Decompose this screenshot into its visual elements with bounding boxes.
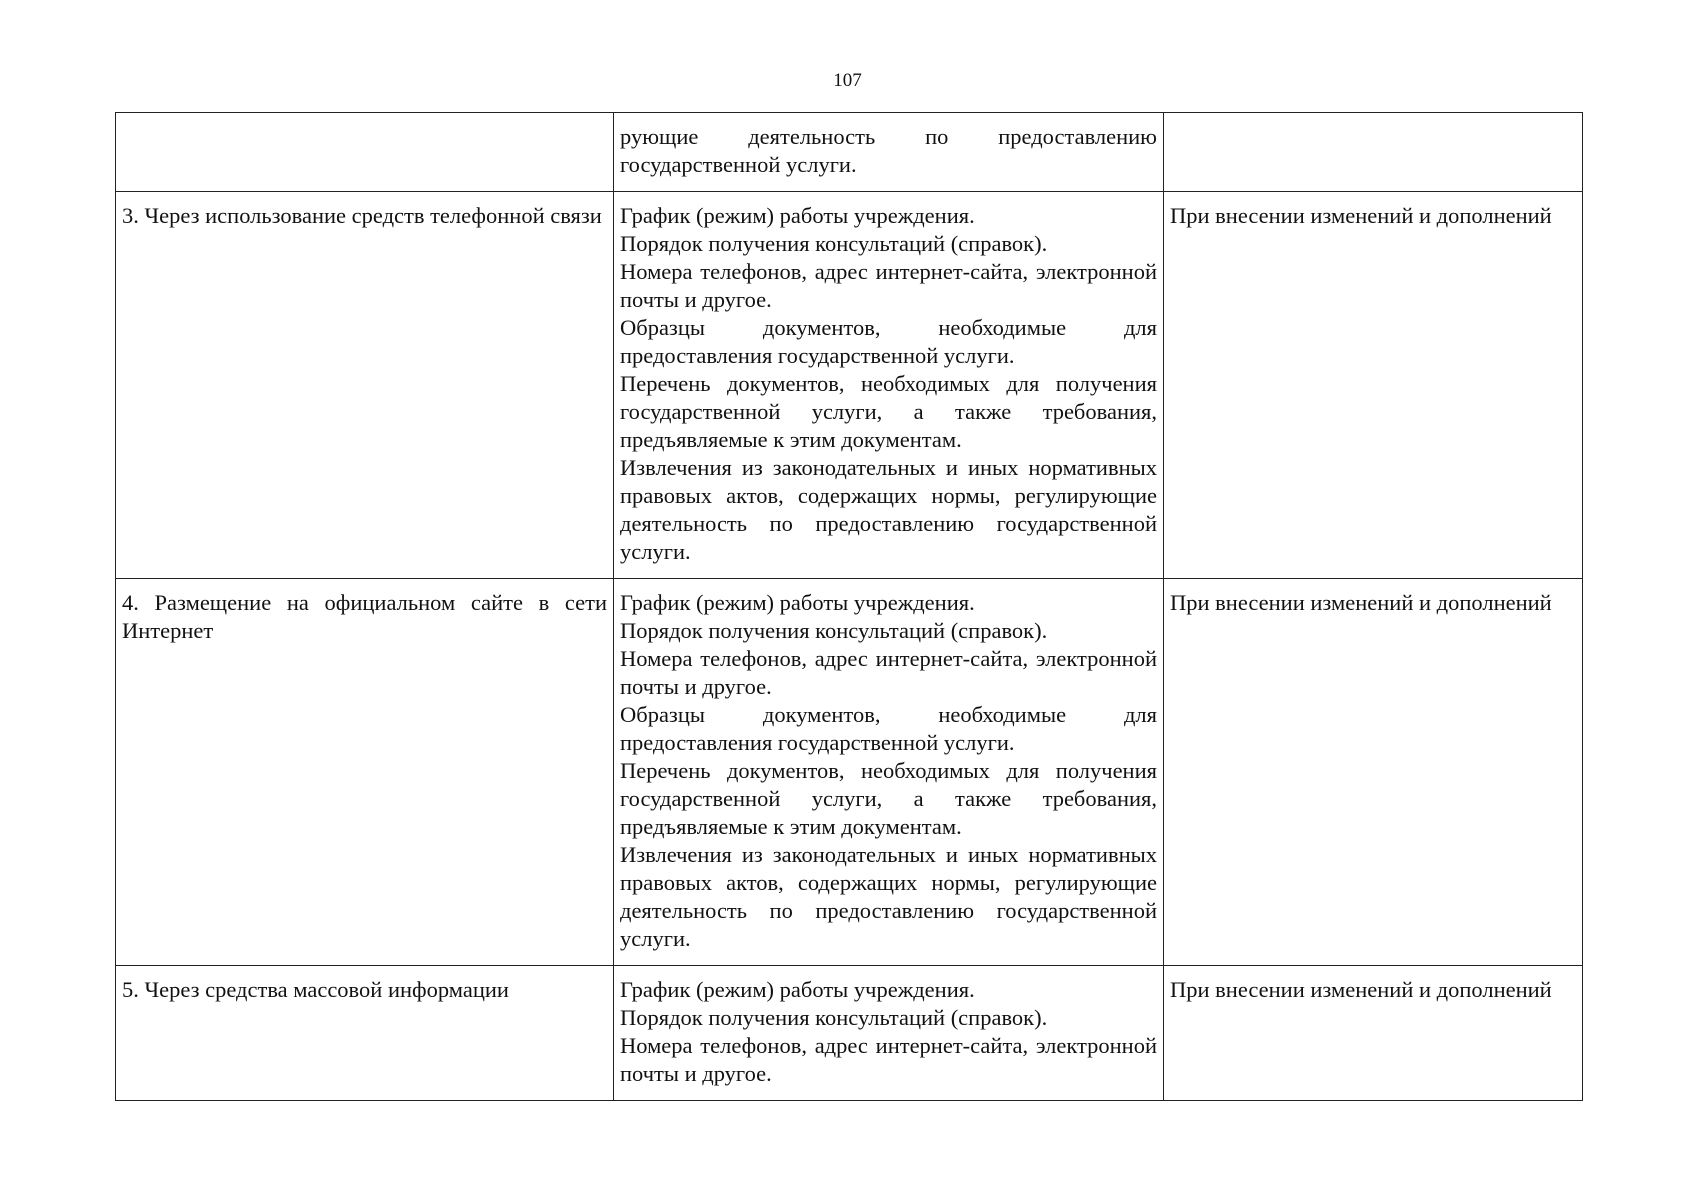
content-paragraph: Извлечения из законодательных и иных нормативных правовых актов, содержащих нормы, регулирующие деятельность по предоставлению государственной услуги. xyxy=(620,842,1157,951)
content-paragraph: Образцы документов, необходимые для предоставления государственной услуги. xyxy=(620,702,1157,755)
content-paragraph: Образцы документов, необходимые для предоставления государственной услуги. xyxy=(620,315,1157,368)
method-cell xyxy=(116,966,614,1101)
update-note: При внесении изменений и дополнений xyxy=(1170,203,1552,228)
content-paragraph: Перечень документов, необходимых для получения государственной услуги, а также требования, предъявляемые к этим документам. xyxy=(620,371,1157,452)
content-paragraph: Номера телефонов, адрес интернет-сайта, электронной почты и другое. xyxy=(620,646,1157,699)
page-number: 107 xyxy=(833,70,862,91)
method-label: 4. Размещение на официальном сайте в сети Интернет xyxy=(122,590,607,643)
content-paragraph: График (режим) работы учреждения. xyxy=(620,203,975,228)
update-cell xyxy=(1164,966,1583,1101)
content-paragraph: Перечень документов, необходимых для получения государственной услуги, а также требования, предъявляемые к этим документам. xyxy=(620,758,1157,839)
content-cell xyxy=(614,113,1164,192)
method-label: 5. Через средства массовой информации xyxy=(122,977,509,1002)
method-cell xyxy=(116,579,614,966)
method-cell xyxy=(116,192,614,579)
update-cell xyxy=(1164,113,1583,192)
content-cell xyxy=(614,966,1164,1101)
update-note: При внесении изменений и дополнений xyxy=(1170,977,1552,1002)
update-note: При внесении изменений и дополнений xyxy=(1170,590,1552,615)
content-cell xyxy=(614,192,1164,579)
method-cell xyxy=(116,113,614,192)
method-label: 3. Через использование средств телефонной связи xyxy=(122,203,602,228)
content-paragraph: рующие деятельность по предоставлению государственной услуги. xyxy=(620,124,1157,177)
content-paragraph: График (режим) работы учреждения. xyxy=(620,590,975,615)
content-paragraph: Порядок получения консультаций (справок). xyxy=(620,618,1048,643)
table-row xyxy=(116,579,1583,966)
update-cell xyxy=(1164,579,1583,966)
content-paragraph: Порядок получения консультаций (справок). xyxy=(620,1005,1048,1030)
content-paragraph: Номера телефонов, адрес интернет-сайта, электронной почты и другое. xyxy=(620,259,1157,312)
content-paragraph: Извлечения из законодательных и иных нормативных правовых актов, содержащих нормы, регулирующие деятельность по предоставлению государственной услуги. xyxy=(620,455,1157,564)
content-paragraph: Порядок получения консультаций (справок). xyxy=(620,231,1048,256)
table-row xyxy=(116,113,1583,192)
table-row xyxy=(116,966,1583,1101)
content-paragraph: Номера телефонов, адрес интернет-сайта, электронной почты и другое. xyxy=(620,1033,1157,1086)
information-table xyxy=(115,112,1583,1101)
table-row xyxy=(116,192,1583,579)
content-cell xyxy=(614,579,1164,966)
content-paragraph: График (режим) работы учреждения. xyxy=(620,977,975,1002)
update-cell xyxy=(1164,192,1583,579)
